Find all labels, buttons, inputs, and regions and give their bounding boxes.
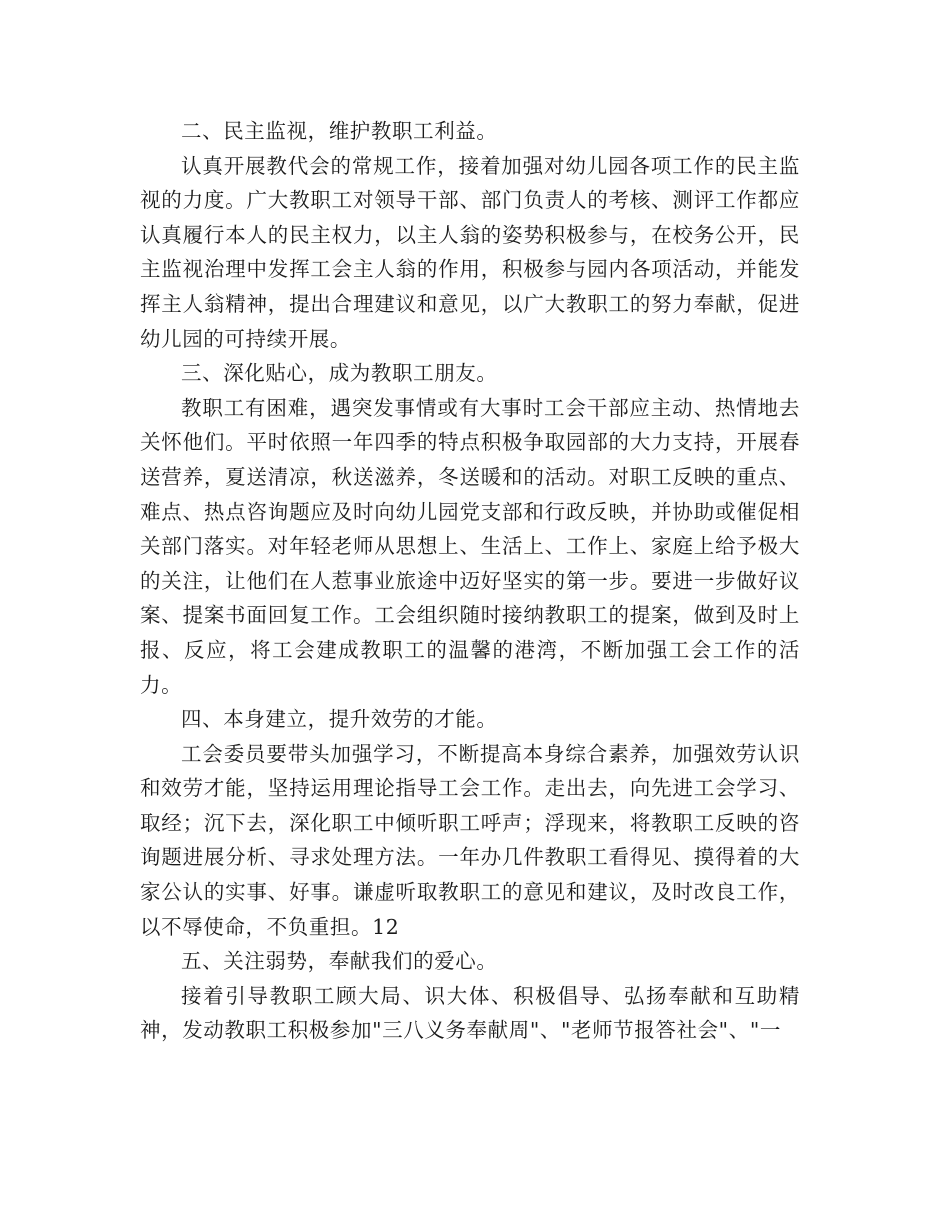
body-paragraph: 工会委员要带头加强学习，不断提高本身综合素养，加强效劳认识和效劳才能，坚持运用理论指导工会工作。走出去，向先进工会学习、取经；沉下去，深化职工中倾听职工呼声；浮现来，将教职工反映的咨询题进展分析、寻求处理方法。一年办几件教职工看得见、摸得着的大家公认的实事、好事。谦虚听取教职工的意见和建议，及时改良工作，以不辱使命，不负重担。12 xyxy=(140,741,800,939)
section-heading-5: 五、关注弱势，奉献我们的爱心。 xyxy=(181,949,498,974)
section-heading-3: 三、深化贴心，成为教职工朋友。 xyxy=(181,361,498,386)
section-heading-2: 二、民主监视，维护教职工利益。 xyxy=(181,119,498,143)
body-paragraph: 认真开展教代会的常规工作，接着加强对幼儿园各项工作的民主监视的力度。广大教职工对领导干部、部门负责人的考核、测评工作都应认真履行本人的民主权力，以主人翁的姿势积极参与，在校务公开，民主监视治理中发挥工会主人翁的作用，积极参与园内各项活动，并能发挥主人翁精神，提出合理建议和意见，以广大教职工的努力奉献，促进幼儿园的可持续开展。 xyxy=(140,153,800,351)
body-paragraph: 教职工有困难，遇突发事情或有大事时工会干部应主动、热情地去关怀他们。平时依照一年四季的特点积极争取园部的大力支持，开展春送营养，夏送清凉，秋送滋养，冬送暖和的活动。对职工反映的重点、难点、热点咨询题应及时向幼儿园党支部和行政反映，并协助或催促相关部门落实。对年轻老师从思想上、生活上、工作上、家庭上给予极大的关注，让他们在人惹事业旅途中迈好坚实的第一步。要进一步做好议案、提案书面回复工作。工会组织随时接纳教职工的提案，做到及时上报、反应，将工会建成教职工的温馨的港湾，不断加强工会工作的活力。 xyxy=(140,395,800,697)
document-body xyxy=(140,114,800,1048)
body-paragraph: 接着引导教职工顾大局、识大体、积极倡导、弘扬奉献和互助精神，发动教职工积极参加"三八义务奉献周"、"老师节报答社会"、"一 xyxy=(140,983,800,1043)
section-heading-4: 四、本身建立，提升效劳的才能。 xyxy=(181,707,498,732)
